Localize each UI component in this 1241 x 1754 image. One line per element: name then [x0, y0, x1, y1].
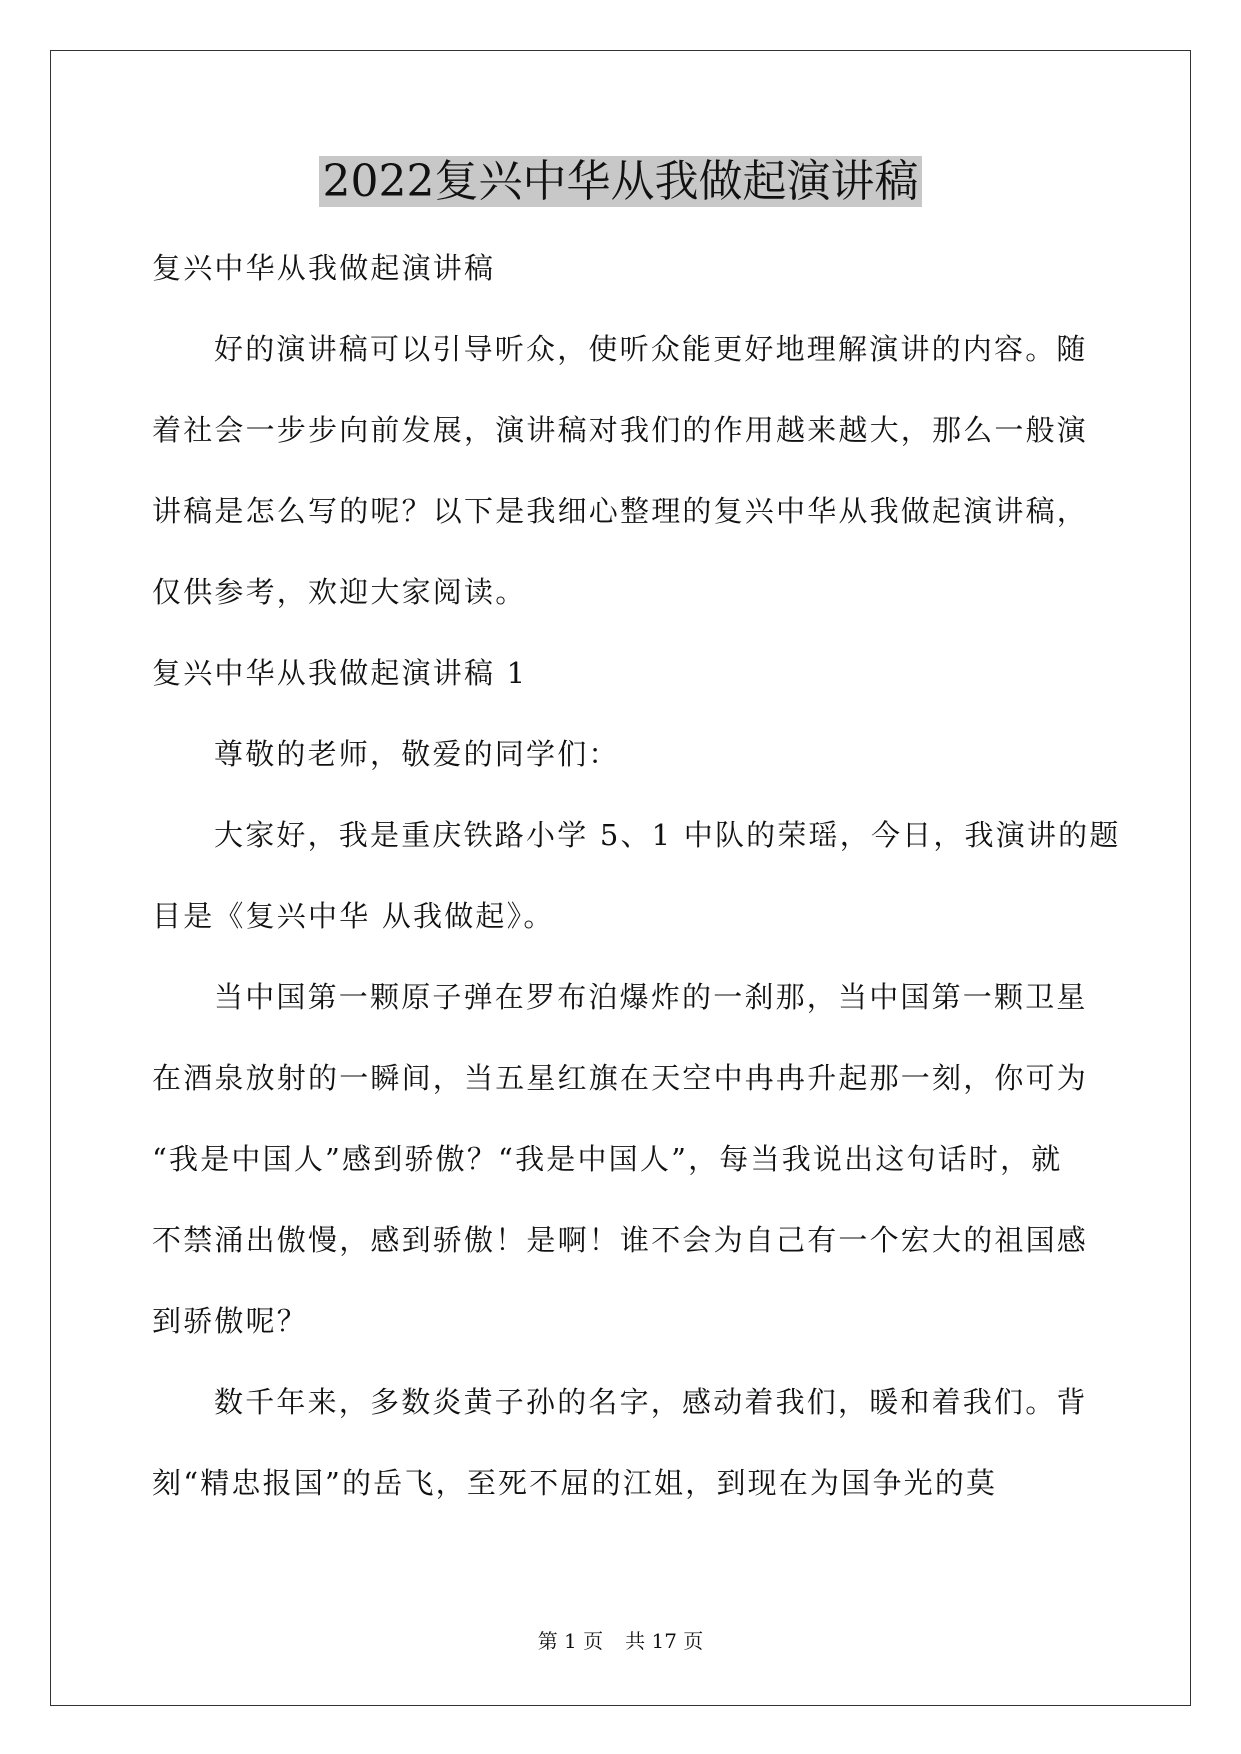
- text-line: 刻“精忠报国”的岳飞，至死不屈的江姐，到现在为国争光的莫: [152, 1466, 998, 1500]
- text-line: 尊敬的老师，敬爱的同学们：: [214, 737, 620, 771]
- text-line: 目是《复兴中华 从我做起》。: [152, 899, 555, 933]
- page-number: 第 1 页: [537, 1629, 604, 1653]
- document-body: [152, 228, 1121, 1524]
- document-title: [0, 152, 1241, 212]
- title-text: 2022复兴中华从我做起演讲稿: [319, 156, 923, 207]
- text-line: 当中国第一颗原子弹在罗布泊爆炸的一刹那，当中国第一颗卫星: [214, 980, 1088, 1014]
- text-line: 讲稿是怎么写的呢？以下是我细心整理的复兴中华从我做起演讲稿，: [152, 494, 1089, 528]
- text-line: “我是中国人”感到骄傲？“我是中国人”，每当我说出这句话时，就: [152, 1142, 1063, 1176]
- text-line: 到骄傲呢？: [152, 1304, 309, 1338]
- text-line: 不禁涌出傲慢，感到骄傲！是啊！谁不会为自己有一个宏大的祖国感: [152, 1223, 1089, 1257]
- text-line: 复兴中华从我做起演讲稿 1: [152, 656, 528, 690]
- page-footer: [0, 1628, 1241, 1654]
- text-line: 大家好，我是重庆铁路小学 5、1 中队的荣瑶，今日，我演讲的题: [214, 818, 1121, 852]
- text-line: 数千年来，多数炎黄子孙的名字，感动着我们，暖和着我们。背: [214, 1385, 1088, 1419]
- text-line: 仅供参考，欢迎大家阅读。: [152, 575, 527, 609]
- text-line: 在酒泉放射的一瞬间，当五星红旗在天空中冉冉升起那一刻，你可为: [152, 1061, 1089, 1095]
- text-line: 着社会一步步向前发展，演讲稿对我们的作用越来越大，那么一般演: [152, 413, 1089, 447]
- text-line: 复兴中华从我做起演讲稿: [152, 251, 496, 285]
- total-pages: 共 17 页: [625, 1629, 704, 1653]
- text-line: 好的演讲稿可以引导听众，使听众能更好地理解演讲的内容。随: [214, 332, 1088, 366]
